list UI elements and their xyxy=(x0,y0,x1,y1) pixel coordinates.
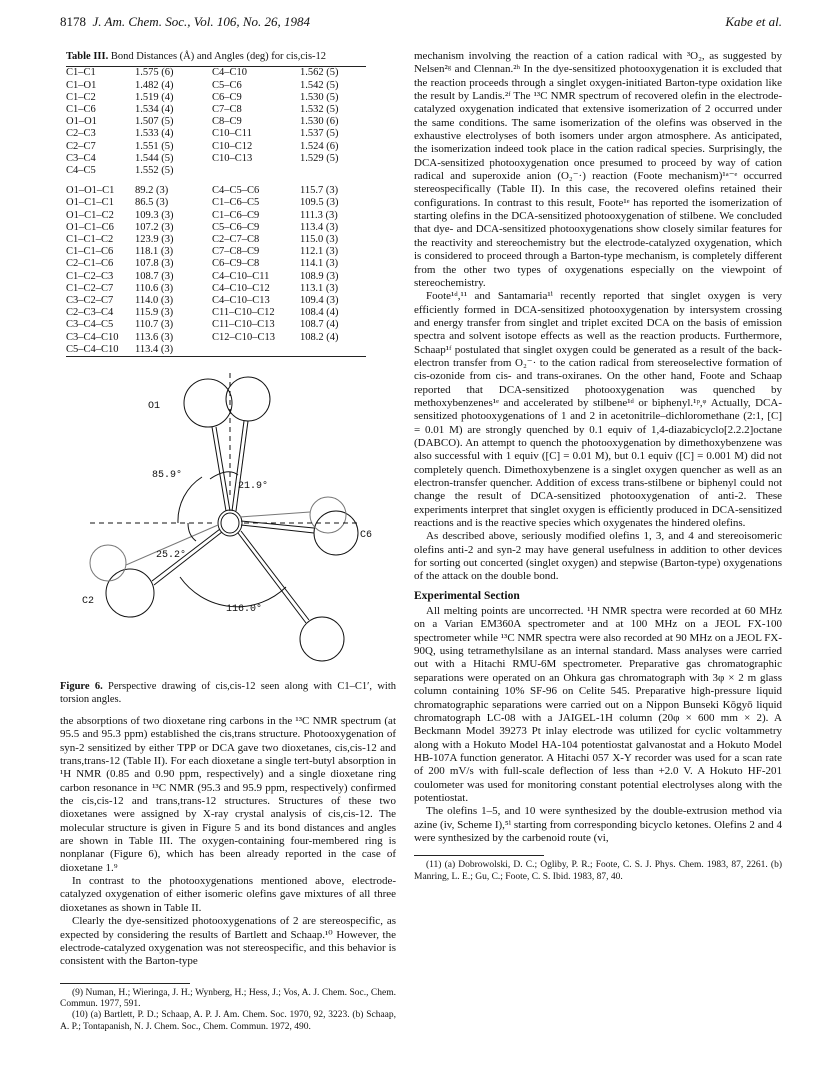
angle-rows xyxy=(66,185,360,356)
bond-label-cell: C10–C12 xyxy=(212,140,253,152)
bond-value-cell: 89.2 (3) xyxy=(135,185,169,197)
right-column xyxy=(414,50,782,883)
table-bottom-rule xyxy=(66,356,366,357)
bond-label-cell: C1–C6–C5 xyxy=(212,197,260,209)
bond-value-cell: 113.1 (3) xyxy=(300,282,339,294)
label-o1: O1 xyxy=(148,401,161,413)
distance-row xyxy=(66,80,360,92)
bond-label-cell: C4–C10–C11 xyxy=(212,270,270,282)
label-angle-bottom: 116.0° xyxy=(226,604,263,616)
bond-label-cell: O1–C1–C6 xyxy=(66,221,114,233)
bond-label-cell: O1–O1–C1 xyxy=(66,185,115,197)
bond-label-cell: C4–C10–C12 xyxy=(212,282,270,294)
bond-value-cell: 1.530 (5) xyxy=(300,91,339,103)
c2-prime-atom xyxy=(90,545,126,581)
bond-value-cell: 111.3 (3) xyxy=(300,209,338,221)
bond-value-cell: 110.6 (3) xyxy=(135,282,174,294)
bond-value-cell: 107.2 (3) xyxy=(135,221,174,233)
bond-value-cell: 114.1 (3) xyxy=(300,258,339,270)
distance-row xyxy=(66,128,360,140)
bond-label-cell: C7–C8–C9 xyxy=(212,246,260,258)
experimental-paragraph-2: The olefins 1–5, and 10 were synthesized by the double-extrusion method via azine (iv, Scheme I),⁵ⁱ starting from corresponding bicyclo ketones. Olefins 2 and 4 were synthesized by the carbenoid route (vi, xyxy=(414,805,782,844)
angle-row xyxy=(66,271,360,283)
angle-row xyxy=(66,246,360,258)
distance-row xyxy=(66,67,360,79)
angle-row xyxy=(66,222,360,234)
left-column xyxy=(60,50,396,1033)
footnote-11: (11) (a) Dobrowolski, D. C.; Ogliby, P. R.; Foote, C. S. J. Phys. Chem. 1983, 87, 2261. (b) Manring, L. E.; Gu, C.; Foote, C. S. Ibid. 1983, 87, 40. xyxy=(414,860,782,882)
figure-caption-label: Figure 6. xyxy=(60,681,103,693)
bond-label-cell: C3–C4 xyxy=(66,152,96,164)
bond-value-cell: 1.533 (4) xyxy=(135,128,174,140)
distance-row xyxy=(66,104,360,116)
bond-value-cell: 1.544 (5) xyxy=(135,152,174,164)
bond-label-cell: C5–C6–C9 xyxy=(212,221,260,233)
bond-value-cell: 113.4 (3) xyxy=(135,343,174,355)
bond-value-cell: 112.1 (3) xyxy=(300,246,339,258)
bond-value-cell: 108.7 (3) xyxy=(135,270,174,282)
bond-value-cell: 115.7 (3) xyxy=(300,185,339,197)
bond-value-cell: 1.542 (5) xyxy=(300,79,339,91)
footnote-10: (10) (a) Bartlett, P. D.; Schaap, A. P. J. Am. Chem. Soc. 1970, 92, 3223. (b) Schaap, A. P.; Tontapanish, N. J. Chem. Soc., Chem. Commun. 1972, 490. xyxy=(60,1010,396,1032)
table-caption-label: Table III. xyxy=(66,51,109,62)
left-paragraph-1: the absorptions of two dioxetane ring carbons in the ¹³C NMR spectrum (at 95.5 and 95.3 ppm) established the cis,trans structure. Photooxygenation of syn-2 sensitized by either TPP or DCA gave two dioxetanes, cis,cis-12 and trans,trans-12 (Table II). For each dioxetane a single tert-butyl absorption in ¹H NMR (0.85 and 0.90 ppm, respectively) and a single dioxetane ring carbon resonance in ¹³C NMR (95.3 and 95.9 ppm, respectively) confirmed the cis,cis-12 and trans,trans-12 structures. Structures of these two dioxetanes were assigned by X-ray crystal analysis of cis,cis-12. The molecular structure is given in Figure 5 and its bond distances and angles are shown in Table III. The oxygen-containing four-membered ring is nonplanar (Figure 6), which has been already reported in the case of dioxetane 1.⁹ xyxy=(60,715,396,874)
bond-label-cell: C5–C6 xyxy=(212,79,242,91)
table-caption xyxy=(66,50,396,63)
bond-label-cell: C1–O1 xyxy=(66,79,97,91)
bond-c6 xyxy=(241,521,314,528)
label-angle-left: 85.9° xyxy=(152,470,183,482)
bond-label-cell: C3–C4–C10 xyxy=(66,331,119,343)
bond-label-cell xyxy=(212,344,300,356)
o1-prime-atom xyxy=(226,377,270,421)
angle-row xyxy=(66,307,360,319)
label-angle-mid: 25.2° xyxy=(156,550,187,562)
angle-row xyxy=(66,295,360,307)
c6-atom xyxy=(314,511,358,555)
bond-value-cell: 1.529 (5) xyxy=(300,152,339,164)
bond-value-cell: 108.2 (4) xyxy=(300,331,339,343)
bottom-right-atom xyxy=(300,617,344,661)
bond-value-cell: 86.5 (3) xyxy=(135,197,169,209)
bond-value-cell: 1.532 (5) xyxy=(300,103,339,115)
bond-label-cell: C1–C6 xyxy=(66,103,96,115)
label-angle-top: 21.9° xyxy=(238,481,269,493)
bond-value-cell: 1.507 (5) xyxy=(135,116,174,128)
angle-row xyxy=(66,197,360,209)
bond-value-cell: 110.7 (3) xyxy=(135,319,174,331)
bond-label-cell: C10–C11 xyxy=(212,128,252,140)
c6-prime-atom xyxy=(310,497,346,533)
distance-row xyxy=(66,153,360,165)
c2-atom xyxy=(106,569,154,617)
bond-label-cell: C6–C9–C8 xyxy=(212,258,260,270)
bond-value-cell: 109.5 (3) xyxy=(300,197,339,209)
bond-label-cell: C11–C10–C13 xyxy=(212,319,275,331)
arc-bottom xyxy=(180,577,286,607)
header-authors: Kabe et al. xyxy=(725,14,782,29)
bond-value-cell: 118.1 (3) xyxy=(135,246,174,258)
bond-label-cell: C2–C7–C8 xyxy=(212,233,260,245)
bond-label-cell: C3–C4–C5 xyxy=(66,319,114,331)
bond-label-cell: C12–C10–C13 xyxy=(212,331,276,343)
bond-value-cell: 109.4 (3) xyxy=(300,295,339,306)
figure-caption-text: Perspective drawing of cis,cis-12 seen along with C1–C1′, with torsion angles. xyxy=(60,681,396,705)
bond-label-cell: C2–C1–C6 xyxy=(66,258,114,270)
right-paragraph-3: As described above, seriously modified olefins 1, 3, and 4 and stereoisomeric olefins anti-2 and syn-2 may have general usefulness in addition to other devices for sorting out concerted (singlet oxygen) and stepwise (Barton-type) oxygenations of the attack on the double bond. xyxy=(414,530,782,583)
bond-value-cell: 1.534 (4) xyxy=(135,103,174,115)
bond-label-cell: C1–C2–C7 xyxy=(66,282,114,294)
right-paragraph-1: mechanism involving the reaction of a cation radical with ³O₂, as suggested by Nelsen²ᵍ and Clennan.²ʰ In the dye-sensitized photooxygenation it is excluded that the reaction proceeds through a singlet oxygen-initiated Barton-type oxidation like the result by Landis.²ᶠ The ¹³C NMR spectrum of recovered olefin in the electrode-catalyzed oxygenation indicated that extensive isomerization of 2 occurred under the same conditions. The same isomerization of the olefins was observed in the exhaustive electrolyses of both isomers under argon atmosphere. As anticipated, the isomerization indeed took place in the cation radical species. Surprisingly, the DCA-sensitized photooxygenation once presumed to proceed by way of cation radical and superoxide anion (O₂⁻·) reaction (Foote mechanism)¹ᵃ⁻ᵉ occurred stereospecifically (Table II). In this case, the recovered olefins retained their configurations. In contrast to this result, Foote¹ᵉ has reported the isomerization of starting olefins in the DCA-sensitized photooxygenation of stilbene. We concluded that dye- and DCA-sensitized photooxygenations show closely similar features for the reactivity and stereochemistry but the electrode-catalyzed oxygenation, which is considered to proceed through a Barton-type mechanism, is completely different from the other two types of oxygenations especially on the viewpoint of stereochemistry. xyxy=(414,50,782,289)
bond-value-cell xyxy=(300,165,360,177)
bond-value-cell: 123.9 (3) xyxy=(135,233,174,245)
angle-row xyxy=(66,332,360,344)
bond-label-cell: C1–C2 xyxy=(66,91,96,103)
header-left xyxy=(60,14,310,30)
bond-label-cell: C4–C5 xyxy=(66,164,96,176)
bond-value-cell: 1.562 (5) xyxy=(300,67,339,79)
bond-label-cell: C4–C10 xyxy=(212,67,248,79)
bond-table xyxy=(66,67,360,356)
bond-value-cell: 1.482 (4) xyxy=(135,79,174,91)
bond-label-cell: C4–C10–C13 xyxy=(212,295,270,306)
journal-citation: J. Am. Chem. Soc., Vol. 106, No. 26, 1984 xyxy=(92,14,310,29)
angle-row xyxy=(66,185,360,197)
bond-value-cell: 107.8 (3) xyxy=(135,258,174,270)
bond-label-cell: C1–C2–C3 xyxy=(66,270,114,282)
left-paragraph-3: Clearly the dye-sensitized photooxygenations of 2 are stereospecific, as expected by considering the results of Bartlett and Schaap.¹⁰ However, the electrode-catalyzed oxygenation was not stereospecific, and this behavior is consistent with the Barton-type xyxy=(60,915,396,968)
newman-projection-drawing xyxy=(60,367,396,679)
angle-row xyxy=(66,210,360,222)
bond-o1 xyxy=(212,427,226,511)
bond-value-cell: 115.0 (3) xyxy=(300,233,339,245)
bond-value-cell: 108.4 (4) xyxy=(300,307,339,319)
bond-value-cell: 1.552 (5) xyxy=(135,164,174,176)
page-header xyxy=(60,14,782,32)
left-body-text xyxy=(60,715,396,969)
c1-atom-front xyxy=(221,513,239,533)
table-separator xyxy=(66,177,360,185)
bond-value-cell: 1.530 (6) xyxy=(300,116,339,128)
bond-label-cell: C4–C5–C6 xyxy=(212,185,260,197)
arc-mid xyxy=(188,523,196,541)
bond-label-cell: C3–C2–C7 xyxy=(66,295,114,306)
experimental-heading: Experimental Section xyxy=(414,589,520,602)
figure-caption xyxy=(60,681,396,706)
distance-row xyxy=(66,92,360,104)
bond-label-cell: C5–C4–C10 xyxy=(66,343,119,355)
bond-value-cell: 1.524 (6) xyxy=(300,140,339,152)
label-c6: C6 xyxy=(360,530,373,542)
bond-value-cell: 115.9 (3) xyxy=(135,307,174,319)
angle-row xyxy=(66,319,360,331)
footnote-rule-right xyxy=(414,855,544,856)
table-caption-text: Bond Distances (Å) and Angles (deg) for cis,cis-12 xyxy=(110,51,327,62)
bond-value-cell xyxy=(300,344,360,356)
bond-label-cell: C7–C8 xyxy=(212,103,242,115)
bond-label-cell: C2–C3 xyxy=(66,128,96,140)
angle-row xyxy=(66,258,360,270)
bond-value-cell: 108.7 (4) xyxy=(300,319,339,331)
bond-value-cell: 113.6 (3) xyxy=(135,331,174,343)
left-footnotes xyxy=(60,988,396,1034)
right-paragraph-2: Foote¹ᵈ,¹¹ and Santamaria¹ⁱ recently reported that singlet oxygen is very efficiently formed in DCA-sensitized photooxygenation by intersystem crossing and energy transfer from singlet and triplet excited DCA on the basis of emission spectra and solvent isotope effects as well as the reaction products. Furthermore, Schaap¹ᶠ postulated that singlet oxygen could be generated as a result of the back-electron transfer from O₂⁻· to the cation radical from stereoselective formation of cis-ozonide from cis- and trans-oxiranes. On the other hand, Foote and Schaap reported that DCA-sensitized photooxygenation was quenched by methoxybenzenes¹ᵉ and accelerated by stilbene¹ᵈ or biphenyl.¹ᵖ,ᵠ Actually, DCA-sensitized photooxygenations of 1 and 2 in acetonitrile–dichloromethane (2:1, [C] = 0.01 M) are strongly quenched by 0.1 equiv of 1,4-diazabicyclo[2.2.2]octane (DABCO). An attempt to quench the photooxygenation by dimethoxybenzene was also successful with 1 equiv ([C] = 0.01 M), but 0.1 equiv ([C] = 0.001 M) did not completely quench. Dimethoxybenzene is a singlet oxygen quencher as well as an electron-transfer quencher. Addition of excess trans-stilbene or biphenyl could not change the result of DCA-sensitized photooxygenation of anti-2. These experiments interpret that singlet oxygen is efficiently produced in DCA-sensitized reactions and is the reactive species which oxygenates the hindered olefins. xyxy=(414,290,782,530)
page-number: 8178 xyxy=(60,14,86,29)
bond-label-cell: C2–C3–C4 xyxy=(66,307,114,319)
bond-label-cell: C10–C13 xyxy=(212,152,253,164)
bond-value-cell: 113.4 (3) xyxy=(300,221,339,233)
footnote-9: (9) Numan, H.; Wieringa, J. H.; Wynberg, H.; Hess, J.; Vos, A. J. Chem. Soc., Chem. Commun. 1977, 591. xyxy=(60,987,396,1009)
label-c2: C2 xyxy=(82,596,95,608)
arc-left xyxy=(178,477,202,523)
bond-value-cell: 1.575 (6) xyxy=(135,67,174,79)
bond-label-cell: C1–C6–C9 xyxy=(212,209,260,221)
distance-row xyxy=(66,165,360,177)
figure-6 xyxy=(60,367,396,679)
bond-label-cell: C11–C10–C12 xyxy=(212,307,275,319)
angle-row xyxy=(66,344,360,356)
footnote-rule-left xyxy=(60,983,190,984)
bond-value-cell: 109.3 (3) xyxy=(135,209,174,221)
angle-row xyxy=(66,234,360,246)
bond-label-cell: O1–C1–C1 xyxy=(66,197,114,209)
experimental-paragraph-1: All melting points are uncorrected. ¹H NMR spectra were recorded at 60 MHz on a Varian EM360A spectrometer and at 100 MHz on a JEOL FX-100 spectrometer while ¹³C NMR spectra were also recorded at 90 MHz on a JEOL FX-90Q, using tetramethylsilane as an internal standard. Mass analyses were carried out with a Hitachi RMU-6M spectrometer. Preparative gas chromatographic separations were operated on an Ohkura gas chromatograph with 3φ × 2 m glass column containing 10% SF-96 on Celite 545. Preparative high-pressure liquid chromatographic separations were carried out on a Nippon Bunseki Kōgyō liquid chromatograph LC-08 with a JAIGEL-1H column (20φ × 600 mm × 2). A Beckmann Model 39273 Pt inlay electrode was utilized for cyclic voltammetry along with a Hokuto Model HA-104 potentiostat galvanostat and a Hokuto Model HB-107A function generator. A Hitachi 057 X-Y recorder was used for a scan rate of 200 mV/s with full-scale deflection of less than +2.0 V. A Hokuto HF-201 coulometer was used for monitoring constant potential electrolyses along with the potentiostat. xyxy=(414,605,782,804)
bond-value-cell: 1.551 (5) xyxy=(135,140,174,152)
bond-value-cell: 114.0 (3) xyxy=(135,295,174,306)
bond-label-cell: C1–C1–C6 xyxy=(66,246,114,258)
left-paragraph-2: In contrast to the photooxygenations mentioned above, electrode-catalyzed oxygenation of either isomeric olefins gave mixtures of all three dioxetanes as shown in Table II. xyxy=(60,875,396,914)
bond-label-cell xyxy=(212,165,300,177)
distance-row xyxy=(66,141,360,153)
bond-label-cell: O1–O1 xyxy=(66,116,97,128)
bond-label-cell: C8–C9 xyxy=(212,116,242,128)
bond-value-cell: 1.519 (4) xyxy=(135,91,174,103)
o1-atom xyxy=(184,379,232,427)
bond-label-cell: C2–C7 xyxy=(66,140,96,152)
bond-value-cell: 1.537 (5) xyxy=(300,128,339,140)
bond-label-cell: C1–C1 xyxy=(66,67,96,79)
right-footnotes xyxy=(414,860,782,883)
angle-row xyxy=(66,283,360,295)
bond-label-cell: C6–C9 xyxy=(212,91,242,103)
bond-value-cell: 108.9 (3) xyxy=(300,270,339,282)
bond-label-cell: O1–C1–C2 xyxy=(66,209,114,221)
distance-row xyxy=(66,116,360,128)
distance-rows xyxy=(66,67,360,177)
bond-label-cell: C1–C1–C2 xyxy=(66,233,114,245)
